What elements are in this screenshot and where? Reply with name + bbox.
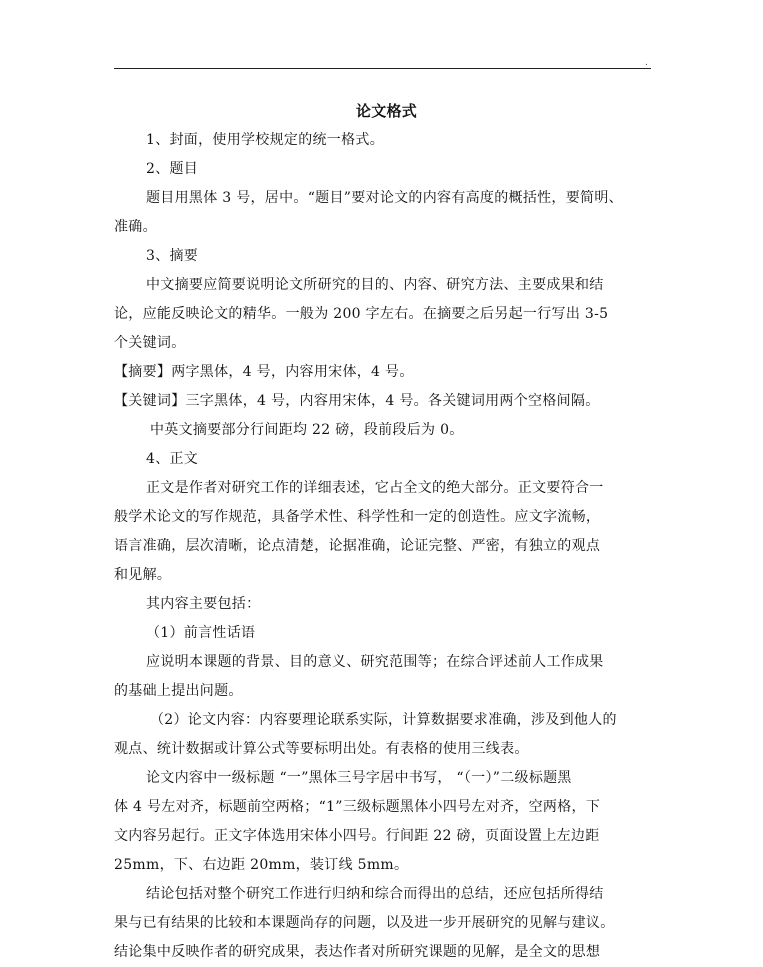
paragraph-line: 文内容另起行。正文字体选用宋体小四号。行间距 22 磅，页面设置上左边距 [114, 828, 600, 844]
header-rule [114, 68, 651, 69]
page-title: 论文格式 [355, 102, 418, 120]
paragraph-line: 题目用黑体 3 号，居中。“题目”要对论文的内容有高度的概括性，要简明、 [146, 190, 623, 206]
paragraph-line: 论，应能反映论文的精华。一般为 200 字左右。在摘要之后另起一行写出 3-5 [114, 306, 609, 322]
abstract-format-line: 【摘要】两字黑体，4 号，内容用宋体，4 号。 [114, 364, 414, 380]
paragraph-line: 和见解。 [114, 567, 172, 583]
header-mark: . [645, 58, 648, 68]
line-spacing-note: 中英文摘要部分行间距均 22 磅，段前段后为 0。 [150, 422, 464, 438]
section-heading-title: 2、题目 [146, 161, 199, 177]
paragraph-line: 语言准确，层次清晰，论点清楚，论据准确，论证完整、严密，有独立的观点 [114, 538, 601, 554]
paragraph-line: 论文内容中一级标题 “一”黑体三号字居中书写， “（一）”二级标题黑 [146, 770, 572, 786]
subsection-heading-preface: （1）前言性话语 [146, 625, 256, 641]
paragraph-line: 体 4 号左对齐，标题前空两格；“1”三级标题黑体小四号左对齐，空两格，下 [114, 799, 601, 815]
section-heading-abstract: 3、摘要 [146, 248, 199, 264]
paragraph-line: 结论集中反映作者的研究成果，表达作者对所研究课题的见解，是全文的思想 [114, 944, 601, 960]
paragraph-line: 果与已有结果的比较和本课题尚存的问题，以及进一步开展研究的见解与建议。 [114, 915, 615, 931]
paragraph-line: 正文是作者对研究工作的详细表述，它占全文的绝大部分。正文要符合一 [146, 480, 604, 496]
paragraph-line: 准确。 [114, 219, 157, 235]
section-heading-body: 4、正文 [146, 451, 199, 467]
paragraph-line: 个关键词。 [114, 335, 186, 351]
paragraph-line: 25mm，下、右边距 20mm，装订线 5mm。 [114, 857, 409, 873]
paragraph-line: 中文摘要应简要说明论文所研究的目的、内容、研究方法、主要成果和结 [146, 277, 604, 293]
paragraph-line: 的基础上提出问题。 [114, 683, 243, 699]
keywords-format-line: 【关键词】三字黑体，4 号，内容用宋体，4 号。各关键词用两个空格间隔。 [114, 393, 600, 409]
paragraph-line: 结论包括对整个研究工作进行归纳和综合而得出的总结，还应包括所得结 [146, 886, 604, 902]
paragraph-line: 般学术论文的写作规范，具备学术性、科学性和一定的创造性。应文字流畅， [114, 509, 601, 525]
document-body [114, 97, 659, 967]
item-cover: 1、封面，使用学校规定的统一格式。 [146, 132, 385, 148]
paragraph-line: 应说明本课题的背景、目的意义、研究范围等；在综合评述前人工作成果 [146, 654, 604, 670]
paragraph-line: 观点、统计数据或计算公式等要标明出处。有表格的使用三线表。 [114, 741, 529, 757]
paragraph-line: 其内容主要包括： [146, 596, 261, 612]
subsection-heading-content: （2）论文内容：内容要理论联系实际，计算数据要求准确，涉及到他人的 [150, 712, 617, 728]
